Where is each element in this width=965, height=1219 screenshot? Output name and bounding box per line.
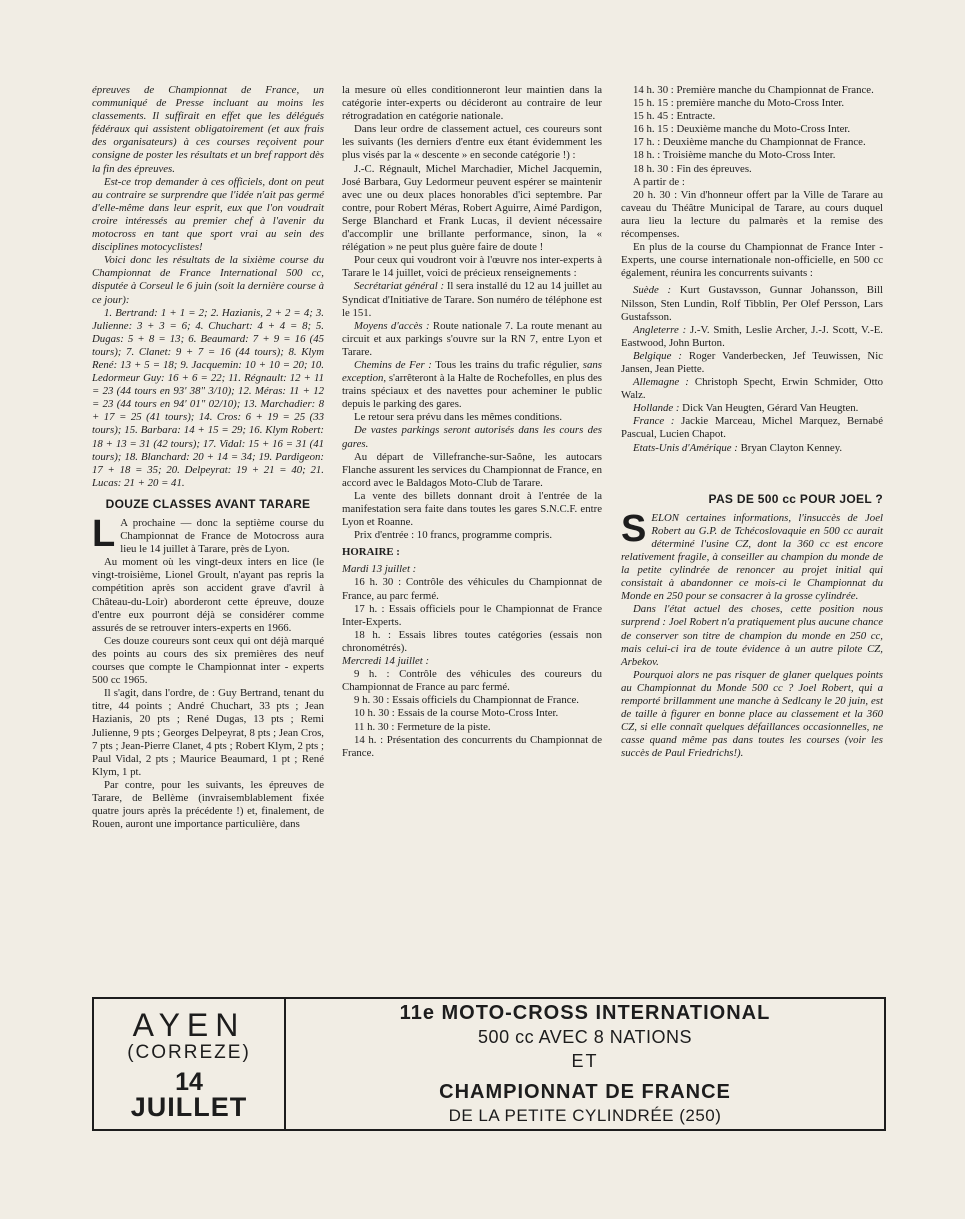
ad-line-4: CHAMPIONNAT DE FRANCE <box>439 1081 731 1103</box>
schedule-item: 18 h. : Troisième manche du Moto-Cross Inter. <box>633 149 836 162</box>
paragraph: A prochaine — donc la septième course du Championnat de France de Motocross aura lieu le 14 juillet à Tarare, près de Lyon. <box>120 517 324 556</box>
info-secretariat: Secrétariat général : Il sera installé du 12 au 14 juillet au Syndicat d'Initiative de Tarare. Son numéro de téléphone est le 151. <box>342 280 603 319</box>
schedule-item: 14 h. 30 : Première manche du Championnat de France. <box>633 84 874 96</box>
schedule-item: 9 h. : Contrôle des véhicules des coureurs du Championnat de France au parc fermé. <box>342 668 602 694</box>
paragraph: Dans leur ordre de classement actuel, ces coureurs sont les suivants (les derniers d'entre eux étant évidemment les plus visés par la « descente » en seconde catégorie !) : <box>342 123 602 162</box>
column-2 <box>342 84 602 760</box>
ad-day: 14 <box>175 1068 203 1096</box>
intro-paragraph: épreuves de Championnat de France, un communiqué de Presse incluant au moins les classements. Il suffirait en effet que les délégués fédéraux qui assistent obligatoirement (et aux frais des organisateurs) à ces courses reçoivent pour consigne de poster les résultats et un bref rapport dès la fin des épreuves. <box>92 84 325 175</box>
nation-france: France : Jackie Marceau, Michel Marquez, Bernabé Pascual, Lucien Chapot. <box>621 415 883 441</box>
label: Secrétariat général : <box>354 280 445 293</box>
column-3 <box>621 84 883 761</box>
advertisement-box <box>92 997 886 1131</box>
schedule-item: 16 h. 15 : Deuxième manche du Moto-Cross Inter. <box>633 123 851 136</box>
schedule-item: 11 h. 30 : Fermeture de la piste. <box>354 720 491 733</box>
paragraph: Pourquoi alors ne pas risquer de glaner quelques points au Championnat du Monde 500 cc ? Joel Robert, qui a remporté brillamment une manche à Sedlcany le 20 juin, est de taille à figurer en bonne place au classement et la 360 CZ, si elle connaît quelques défaillances occasionnelles, ne casse quand même pas dans toutes les courses (voir les succès de Paul Friedrichs!). <box>621 668 883 760</box>
paragraph: Voici donc les résultats de la sixième course du Championnat de France International 500 cc, disputée à Corseul le 6 juin (soit la dernière course à ce jour): <box>92 254 324 306</box>
horaire-heading: HORAIRE : <box>342 546 400 559</box>
paragraph: la mesure où elles conditionneront leur maintien dans la catégorie inter-experts ou décideront au contraire de leur rétrogradation en catégorie nationale. <box>342 84 602 123</box>
paragraph: Prix d'entrée : 10 francs, programme compris. <box>354 529 553 542</box>
schedule-item: 15 h. 15 : première manche du Moto-Cross Inter. <box>633 97 845 110</box>
paragraph: Est-ce trop demander à ces officiels, dont on peut au contraire se surprendre que l'idée n'ait pas germé d'elle-même dans leur esprit, eux que l'on voudrait croire intéressés au premier chef à l'avenir du motocross en tant que sport vrai au sein des disciplines motocyclistes! <box>92 175 324 254</box>
schedule-item: 20 h. 30 : Vin d'honneur offert par la Ville de Tarare au caveau du Théâtre Municipal de Tarare, au cours duquel aura lieu la lecture du palmarès et la remise des récompenses. <box>621 188 883 241</box>
schedule-item: 16 h. 30 : Contrôle des véhicules du Championnat de France, au parc fermé. <box>342 576 602 602</box>
ad-event <box>286 999 884 1129</box>
nation-usa: Etats-Unis d'Amérique : Bryan Clayton Kenney. <box>633 441 843 454</box>
schedule-day: Mardi 13 juillet : <box>342 563 417 576</box>
paragraph: Il s'agit, dans l'ordre, de : Guy Bertrand, tenant du titre, 44 points ; André Chuchart, 33 pts ; Jean Hazianis, 20 pts ; René Dugas, 13 pts ; Remi Julienne, 9 pts ; Georges Delpeyrat, 8 pts ; Jean Cros, 7 pts ; Jean-Pierre Clanet, 4 pts ; Robert Klym, 2 pts ; Paul Vidal, 2 pts ; Maurice Beaumard, 1 pt ; René Klym, 1 pt. <box>92 687 324 778</box>
schedule-item: 9 h. 30 : Essais officiels du Championnat de France. <box>354 694 579 707</box>
paragraph: Au moment où les vingt-deux inters en lice (le vingt-troisième, Lionel Groult, n'ayant pas repris la compétition après son accident grave d'avril à Château-du-Loir) aborderont cette épreuve, douze d'entre eux pourront déjà se considérer comme assurés de se retrouver inters-experts en 1966. <box>92 556 324 634</box>
nation-sweden: Suède : Kurt Gustavsson, Gunnar Johansson, Bill Nilsson, Sten Lundin, Rolf Tibblin, Per Olef Persson, Lars Gustafsson. <box>621 284 883 323</box>
paragraph: Par contre, pour les suivants, les épreuves de Tarare, de Bellème (invraisemblablement fixée quatre jours après la précédente !) et, finalement, de Rouen, auront une importance particulière, dans <box>92 778 324 831</box>
paragraph: En plus de la course du Championnat de France Inter - Experts, une course internationale non-officielle, en 500 cc également, réunira les concurrents suivants : <box>621 241 883 280</box>
paragraph: Pour ceux qui voudront voir à l'œuvre nos inter-experts à Tarare le 14 juillet, voici de précieux renseignements : <box>342 254 602 280</box>
schedule-item: A partir de : <box>633 175 685 188</box>
paragraph: J.-C. Régnault, Michel Marchadier, Michel Jacquemin, José Barbara, Guy Ledormeur peuvent espérer se maintenir avec une ou deux places honorables d'ici septembre. Par contre, pour Robert Méras, Robert Aguirre, Aimé Pardigon, Serge Blanchard et Frank Lucas, il devient nécessaire d'accomplir une brillante performance, sinon, la « rélégation » ne peut plus guère faire de doute ! <box>342 162 602 254</box>
ad-region: (CORREZE) <box>127 1042 251 1063</box>
schedule-item: 18 h. : Essais libres toutes catégories (essais non chronométrés). <box>342 628 602 654</box>
label: Moyens d'accès : <box>354 319 430 332</box>
ad-town: AYEN <box>132 1007 246 1043</box>
ad-line-5: DE LA PETITE CYLINDRÉE (250) <box>448 1106 722 1125</box>
ad-line-3: ET <box>571 1051 599 1071</box>
paragraph: La vente des billets donnant droit à l'entrée de la manifestation sera faite dans toutes les gares S.N.C.F. entre Lyon et Roanne. <box>342 489 602 529</box>
headline-douze-classes: DOUZE CLASSES AVANT TARARE <box>105 496 311 511</box>
paragraph: Ces douze coureurs sont ceux qui ont déjà marqué des points au cours des six premières des neuf courses que compte le Championnat inter - experts 500 cc 1965. <box>92 634 324 687</box>
schedule-item: 15 h. 45 : Entracte. <box>633 110 716 123</box>
ad-line-1: 11e MOTO-CROSS INTERNATIONAL <box>399 1002 771 1024</box>
schedule-item: 17 h. : Essais officiels pour le Championnat de France Inter-Experts. <box>342 602 602 628</box>
dropcap: L <box>92 513 116 555</box>
info-chemins-de-fer: Chemins de Fer : Tous les trains du trafic régulier, sans exception, s'arrêteront à la Halte de Rochefolles, en plus des trains spéciaux et des navettes pour acheminer le public depuis le parking des gares. <box>342 358 602 411</box>
nation-holland: Hollande : Dick Van Heugten, Gérard Van Heugten. <box>633 402 859 415</box>
ad-location <box>94 999 286 1129</box>
schedule-item: 18 h. 30 : Fin des épreuves. <box>633 162 752 175</box>
paragraph: Au départ de Villefranche-sur-Saône, les autocars Flanche assurent les services du Championnat de France, en accord avec le Baldagos Moto-Club de Tarare. <box>342 450 602 489</box>
label: Chemins de Fer : <box>354 358 432 371</box>
schedule-day: Mercredi 14 juillet : <box>342 655 430 668</box>
column-1 <box>92 84 324 831</box>
info-moyens: Moyens d'accès : Route nationale 7. La route menant au circuit et aux parkings s'ouvre sur la RN 7, entre Lyon et Tarare. <box>342 319 602 358</box>
paragraph: Le retour sera prévu dans les mêmes conditions. <box>354 411 563 424</box>
nation-england: Angleterre : J.-V. Smith, Leslie Archer, J.-J. Scott, V.-E. Eastwood, John Burton. <box>621 323 883 349</box>
nation-germany: Allemagne : Christoph Specht, Erwin Schmider, Otto Walz. <box>621 376 883 402</box>
ad-line-2: 500 cc AVEC 8 NATIONS <box>478 1027 692 1047</box>
results-list: 1. Bertrand: 1 + 1 = 2; 2. Hazianis, 2 + 2 = 4; 3. Julienne: 3 + 3 = 6; 4. Chuchart: 4 + 4 = 8; 5. Dugas: 5 + 8 = 13; 6. Beaumard: 7 + 9 = 16 (45 tours); 7. Clanet: 9 + 7 = 16 (44 tours); 8. Klym René: 13 + 5 = 18; 9. Jacquemin: 10 + 10 = 20; 10. Ledormeur Guy: 16 + 6 = 22; 11. Régnault: 12 + 11 = 23 (44 tours en 93' 38" 3/10); 12. Méras: 11 + 12 = 23 (44 tours en 94' 01" 02/10); 13. Marchadier: 8 + 17 = 25 (41 tours); 14. Cros: 6 + 19 = 25 (33 tours); 15. Barbara: 14 + 15 = 29; 16. Klym Robert: 18 + 13 = 31 (42 tours); 17. Vidal: 15 + 16 = 31 (41 tours); 18. Blanchard: 20 + 14 = 34; 19. Pardigeon: 17 + 18 = 35; 20. Delpeyrat: 19 + 21 = 40; 21. Lucas: 21 + 20 = 41. <box>92 306 324 489</box>
nation-belgium: Belgique : Roger Vanderbecken, Jef Teuwissen, Nic Jansen, Jean Piette. <box>621 349 883 375</box>
dropcap: S <box>621 507 647 550</box>
paragraph: Dans l'état actuel des choses, cette position nous surprend : Joel Robert n'a pratiquement plus aucune chance de conserver son titre de champion du monde en 250 cc, mais celui-ci ira de toute évidence à un autre pilote CZ, Arbekov. <box>621 603 883 668</box>
paragraph: ELON certaines informations, l'insuccès de Joel Robert au G.P. de Tchécoslovaquie en 500 cc aurait déterminé l'usine CZ, dont la 360 cc est encore relativement fragile, à conseiller au champion du monde de la petite cylindrée de renoncer au projet initial qui consistait à abandonner ce mois-ci le Championnat du Monde en 250 pour se consacrer à la grosse cylindrée. <box>621 511 883 603</box>
schedule-item: 14 h. : Présentation des concurrents du Championnat de France. <box>342 733 602 759</box>
paragraph: De vastes parkings seront autorisés dans les cours des gares. <box>342 424 602 450</box>
ad-month: JUILLET <box>130 1092 248 1122</box>
schedule-item: 10 h. 30 : Essais de la course Moto-Cross Inter. <box>354 707 559 720</box>
headline-pas-de-500: PAS DE 500 cc POUR JOEL ? <box>708 491 883 506</box>
schedule-item: 17 h. : Deuxième manche du Championnat de France. <box>633 136 866 149</box>
